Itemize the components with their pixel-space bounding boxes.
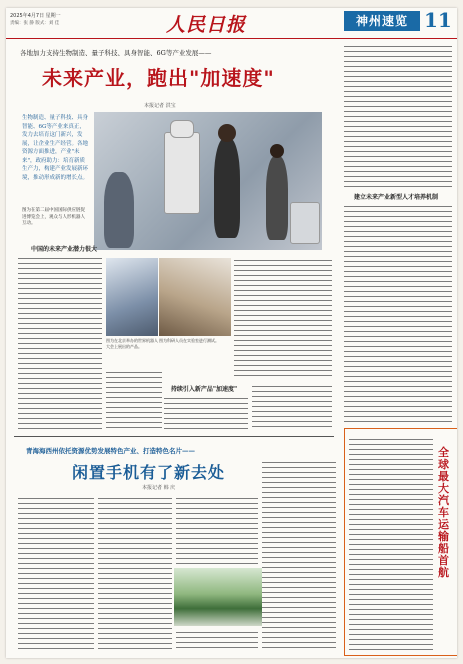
section-banner: 神州速览 <box>344 11 420 31</box>
bottom-article-byline: 本报记者 韩 庆 <box>142 485 176 491</box>
issue-date: 2025年4月7日 星期一 <box>10 13 61 19</box>
lead-photo-caption: 图为在第二届中国国际供应链促进博览会上，观众与人形机器人互动。 <box>22 208 85 226</box>
bottom-text-col-1 <box>18 496 94 652</box>
editor-line: 责编：张 静 版式：刘 佳 <box>10 21 60 26</box>
newspaper-page <box>6 8 457 658</box>
top-article-headline: 未来产业，跑出"加速度" <box>42 66 275 90</box>
lead-photo <box>94 112 322 250</box>
newspaper-logo: 人民日报 <box>166 14 247 36</box>
bottom-text-col-4 <box>262 460 336 652</box>
photo-2 <box>106 258 158 336</box>
top-article-kicker: 各地加力支持生物制造、量子科技、具身智能、6G等产业发展—— <box>20 49 212 57</box>
bottom-text-col-3 <box>176 496 258 564</box>
subhead-1: 中国的未来产业潜力很大 <box>30 246 97 253</box>
photo-2-caption: 图为在北京举办的世界机器人大会上展出的产品。 <box>106 338 158 349</box>
photo-3 <box>159 258 231 336</box>
body-text-col-5 <box>252 384 332 430</box>
right-text-mid <box>344 204 452 422</box>
side-news-text <box>349 437 433 651</box>
pull-quote: 生物制造、量子科技、具身智能、6G等产业来真正，发力去培育这门新兴，发展，让企业生产经营。各地资源方面推进，产业"未来"，政府助力：培育新质生产力，构建产业发展新环境，推动形成新的增长点。 <box>22 115 89 181</box>
bottom-text-col-5 <box>176 630 258 652</box>
right-text-top <box>344 44 452 188</box>
body-text-col-2 <box>234 258 332 380</box>
photo-4 <box>174 568 266 626</box>
bottom-text-col-2 <box>98 496 172 652</box>
bottom-article-kicker: 青海海西州依托资源优势发展特色产业、打造特色名片—— <box>26 447 195 455</box>
side-news-title: 全球最大汽车运输船首航 <box>438 446 449 579</box>
side-news-box <box>344 428 457 656</box>
masthead <box>6 8 457 39</box>
top-article-byline: 本报记者 洪宝 <box>144 103 176 109</box>
body-text-col-3 <box>106 370 162 430</box>
body-text-col-4 <box>164 396 248 430</box>
bottom-article-headline: 闲置手机有了新去处 <box>72 463 226 482</box>
page-number: 11 <box>424 8 452 32</box>
photo-3-caption: 图为科研人员在实验室进行测试。 <box>159 338 219 343</box>
right-subhead: 建立未来产业新型人才培养机制 <box>353 194 438 201</box>
masthead-rule <box>6 38 457 39</box>
section-divider <box>14 436 334 437</box>
subhead-2: 持续引入新产品"加速度" <box>170 386 238 393</box>
body-text-col-1 <box>18 256 102 432</box>
